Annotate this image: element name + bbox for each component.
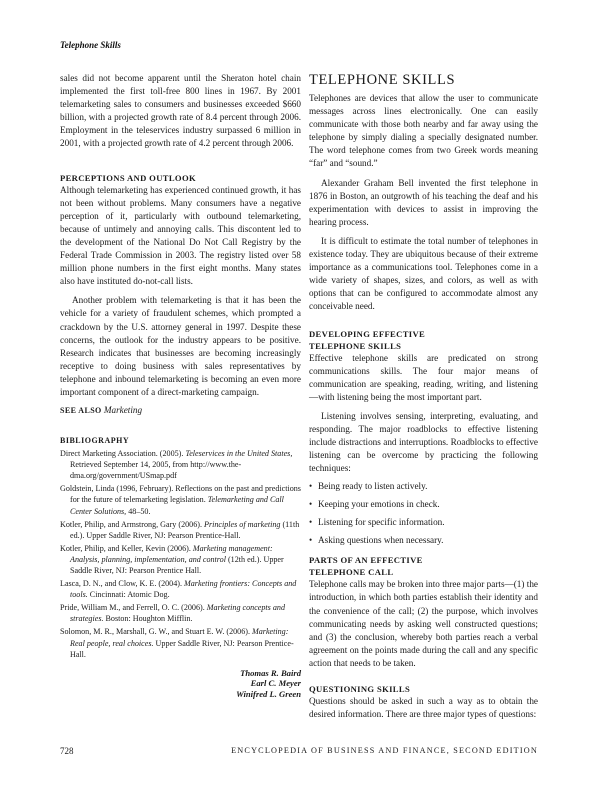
right-column [309,72,538,721]
bibliography-entry: Lasca, D. N., and Clow, K. E. (2004). Marketing frontiers: Concepts and tools. Cincinnati: Atomic Dog. [60,579,297,600]
list-item: • Keeping your emotions in check. [309,499,440,510]
list-item: • Listening for specific information. [309,517,445,528]
bibliography-entry: Kotler, Philip, and Keller, Kevin (2006). Marketing management: Analysis, planning, implementation, and control (12th ed.). Upper Saddle River, NJ: Pearson Prentice Hall. [60,543,284,575]
see-also [60,405,301,415]
running-head: Telephone Skills [60,40,121,50]
developing-paragraph-1: Effective telephone skills are predicated on strong communications skills. The four major means of communication are speaking, reading, writing, and listening—with listening being the most important part. [309,352,538,402]
list-item: • Being ready to listen actively. [309,481,428,492]
intro-paragraph: sales did not become apparent until the Sheraton hotel chain implemented the first toll-free 800 lines in 1967. By 2001 telemarketing sales to consumers and businesses exceeded $660 billion, with a projected growth rate of 8.4 percent through 2006. Employment in the teleservices industry surpassed 6 million in 2001, with a projected growth rate of 4.2 percent through 2006. [60,73,301,149]
see-also-label: SEE ALSO [60,406,102,416]
see-also-link[interactable]: Marketing [103,405,143,416]
author-name: Winifred L. Green [236,688,301,699]
bullet-icon: • [309,499,313,510]
bibliography-entry: Pride, William M., and Ferrell, O. C. (2006). Marketing concepts and strategies. Boston: Houghton Mifflin. [60,603,285,624]
author-credits [236,668,301,699]
questioning-paragraph: Questions should be asked in such a way as to obtain the desired information. There are three major types of questions: [309,696,538,720]
bibliography-entry: Solomon, M. R., Marshall, G. W., and Stuart E. W. (2006). Marketing: Real people, real choices. Upper Saddle River, NJ: Pearson Prentice-Hall. [60,627,294,659]
developing-paragraph-2: Listening involves sensing, interpreting, evaluating, and responding. The major roadblocks to effective listening include distractions and interruptions. Roadblocks to effective listening can be overcome by practicing the following techniques: [309,410,538,474]
intro-paragraph-3: It is difficult to estimate the total number of telephones in existence today. They are ubiquitous because of their extreme importance as a communications tool. Telephones come in a wide variety of shapes, sizes, and colors, as well as with options that can be configured to accommodate almost any conceivable need. [309,235,538,312]
questioning-heading: QUESTIONING SKILLS [309,684,411,694]
perceptions-heading: PERCEPTIONS AND OUTLOOK [60,172,197,183]
perceptions-paragraph-2: Another problem with telemarketing is that it has been the vehicle for a variety of fraudulent schemes, which prompted a crackdown by the U.S. attorney general in 1997. Despite these concerns, the outlook for the industry appears to be positive. Research indicates that businesses are becoming increasingly receptive to doing business with sales representatives by telephone and inbound telemarketing is becoming an even more important component of a direct-marketing campaign. [60,295,301,397]
author-name: Thomas R. Baird [240,667,301,678]
bullet-icon: • [309,517,313,528]
bibliography-entry: Goldstein, Linda (1996, February). Reflections on the past and predictions for the future of telemarketing legislation. Telemarketing and Call Center Solutions, 48–50. [60,484,301,516]
listening-techniques-list [309,480,538,546]
bibliography-entry: Kotler, Philip, and Armstrong, Gary (2006). Principles of marketing (11th ed.). Upper Saddle River, NJ: Pearson Prentice-Hall. [60,519,300,540]
parts-heading: PARTS OF AN EFFECTIVE TELEPHONE CALL [309,555,423,578]
developing-heading: DEVELOPING EFFECTIVE TELEPHONE SKILLS [309,328,426,351]
intro-paragraph-1: Telephones are devices that allow the user to communicate messages across lines electronically. One can easily communicate with those both nearby and far away using the telephone by simply dialing a specially designated number. The word telephone comes from two Greek words meaning “far” and “sound.” [309,93,538,169]
bullet-icon: • [309,481,313,492]
perceptions-paragraph-1: Although telemarketing has experienced continued growth, it has not been without problems. Many consumers have a negative perception of it, particularly with outbound telemarketing, because of untimely and annoying calls. This discontent led to the development of the National Do Not Call Registry by the Federal Trade Commission in 2003. The registry listed over 58 million phone numbers in the first eight months. Many states also have instituted do-not-call lists. [60,184,301,287]
left-column [60,72,301,700]
page-number: 728 [60,746,74,756]
bibliography-entry: Direct Marketing Association. (2005). Teleservices in the United States, Retrieved September 14, 2005, from http://www.the-dma.org/government/USmap.pdf [60,449,293,481]
page-footer [60,746,538,760]
bibliography-heading: BIBLIOGRAPHY [60,436,130,446]
parts-paragraph: Telephone calls may be broken into three major parts—(1) the introduction, in which both parties establish their identity and the convenience of the call; (2) the purpose, which involves communicating needs by asking well constructed questions; and (3) the conclusion, whereby both parties reach a verbal agreement on the points made during the call and any specific action that needs to be taken. [309,579,538,668]
publication-title: ENCYCLOPEDIA OF BUSINESS AND FINANCE, SECOND EDITION [231,746,538,755]
intro-paragraph-2: Alexander Graham Bell invented the first telephone in 1876 in Boston, an outgrowth of his teaching the deaf and his experimentation with devices to assist in improving the hearing process. [309,177,538,227]
bibliography-list [60,448,301,660]
article-title: TELEPHONE SKILLS [309,72,456,88]
author-name: Earl C. Meyer [250,678,301,689]
bullet-icon: • [309,535,313,546]
list-item: • Asking questions when necessary. [309,535,444,546]
